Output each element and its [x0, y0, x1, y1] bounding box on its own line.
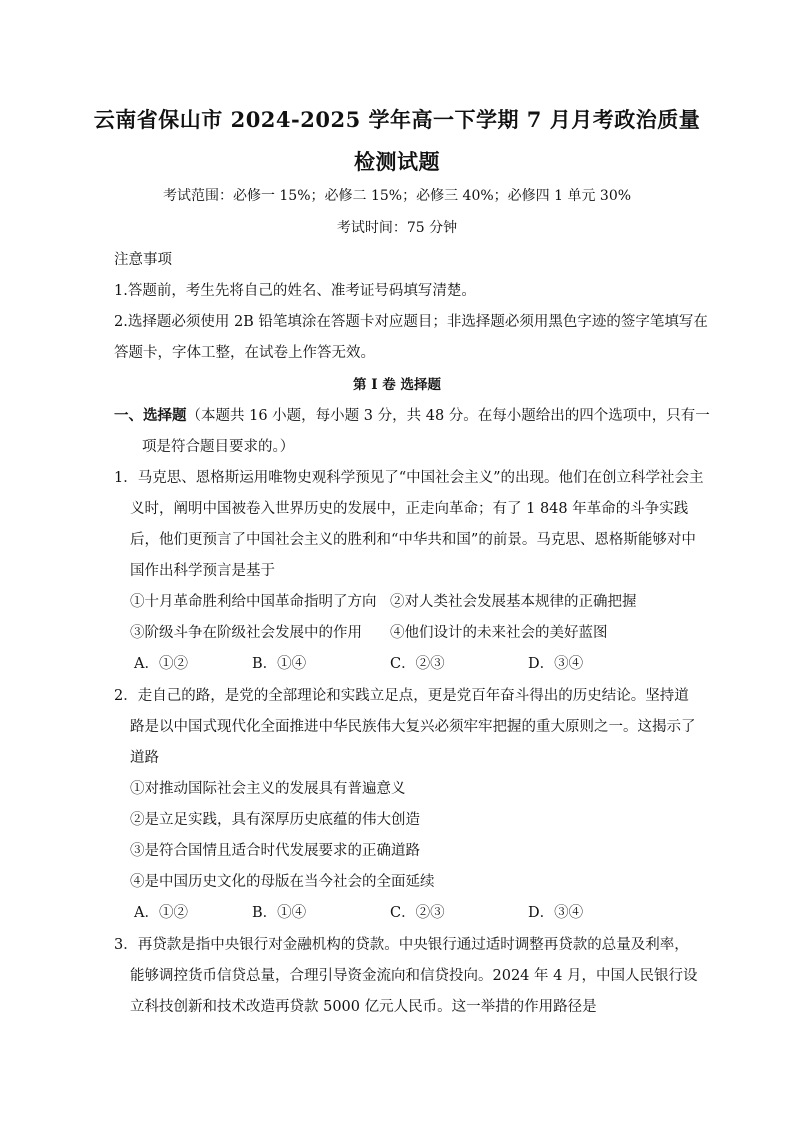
question-1-choice-d[interactable]: D．③④	[528, 656, 584, 672]
question-2-item-4: ④是中国历史文化的母版在当今社会的全面延续	[130, 874, 435, 890]
section-description-line-2: 项是符合题目要求的。）	[142, 439, 295, 455]
question-1-line-4: 国作出科学预言是基于	[130, 563, 275, 579]
question-1-line-1: 1．马克思、恩格斯运用唯物史观科学预见了“中国社会主义”的出现。他们在创立科学社会主	[114, 470, 704, 486]
question-1-line-3: 后，他们更预言了中国社会主义的胜利和“中华共和国”的前景。马克思、恩格斯能够对中	[130, 532, 696, 548]
question-1-line-2: 义时，阐明中国被卷入世界历史的发展中，正走向革命；有了 1 848 年革命的斗争实践	[130, 501, 689, 517]
question-2-choice-b[interactable]: B．①④	[252, 905, 307, 921]
notice-item-1: 1.答题前，考生先将自己的姓名、准考证号码填写清楚。	[114, 283, 476, 299]
exam-time: 考试时间：75 分钟	[336, 220, 458, 236]
question-2-line-1: 2．走自己的路，是党的全部理论和实践立足点，更是党百年奋斗得出的历史结论。坚持道	[114, 688, 689, 704]
notice-item-2-line-2: 答题卡，字体工整，在试卷上作答无效。	[114, 345, 375, 361]
question-2-item-1: ①对推动国际社会主义的发展具有普遍意义	[130, 781, 406, 797]
question-2-choice-d[interactable]: D．③④	[528, 905, 584, 921]
notice-heading: 注意事项	[114, 252, 172, 268]
question-3-line-1: 3．再贷款是指中央银行对金融机构的贷款。中央银行通过适时调整再贷款的总量及利率，	[114, 937, 689, 953]
question-2-line-3: 道路	[130, 750, 159, 766]
question-3-line-3: 立科技创新和技术改造再贷款 5000 亿元人民币。这一举措的作用路径是	[130, 999, 597, 1015]
question-2-choice-c[interactable]: C．②③	[390, 905, 445, 921]
question-1-item-1: ①十月革命胜利给中国革命指明了方向	[130, 594, 377, 610]
section-description: （本题共 16 小题，每小题 3 分，共 48 分。在每小题给出的四个选项中，只有一	[186, 408, 710, 424]
question-1-item-4: ④他们设计的未来社会的美好蓝图	[390, 625, 608, 641]
question-3-line-2: 能够调控货币信贷总量，合理引导资金流向和信贷投向。2024 年 4 月，中国人民银行设	[130, 968, 698, 984]
question-2-line-2: 路是以中国式现代化全面推进中华民族伟大复兴必须牢牢把握的重大原则之一。这揭示了	[130, 719, 696, 735]
question-2-item-2: ②是立足实践，具有深厚历史底蕴的伟大创造	[130, 812, 420, 828]
question-2-item-3: ③是符合国情且适合时代发展要求的正确道路	[130, 843, 420, 859]
exam-title-line-2: 检测试题	[354, 149, 440, 174]
question-1-choice-b[interactable]: B．①④	[252, 656, 307, 672]
question-1-choice-c[interactable]: C．②③	[390, 656, 445, 672]
section-heading	[114, 404, 710, 425]
exam-title-line-1: 云南省保山市 2024-2025 学年高一下学期 7 月月考政治质量	[93, 107, 701, 132]
question-1-choice-a[interactable]: A．①②	[134, 656, 188, 672]
part-title: 第 I 卷 选择题	[353, 377, 441, 393]
question-1-item-3: ③阶级斗争在阶级社会发展中的作用	[130, 625, 362, 641]
question-2-choice-a[interactable]: A．①②	[134, 905, 188, 921]
exam-scope: 考试范围：必修一 15%；必修二 15%；必修三 40%；必修四 1 单元 30%	[162, 188, 632, 204]
section-label: 一、选择题	[114, 407, 187, 424]
question-1-item-2: ②对人类社会发展基本规律的正确把握	[390, 594, 637, 610]
notice-item-2-line-1: 2.选择题必须使用 2B 铅笔填涂在答题卡对应题目；非选择题必须用黑色字迹的签字笔填写在	[114, 314, 708, 330]
